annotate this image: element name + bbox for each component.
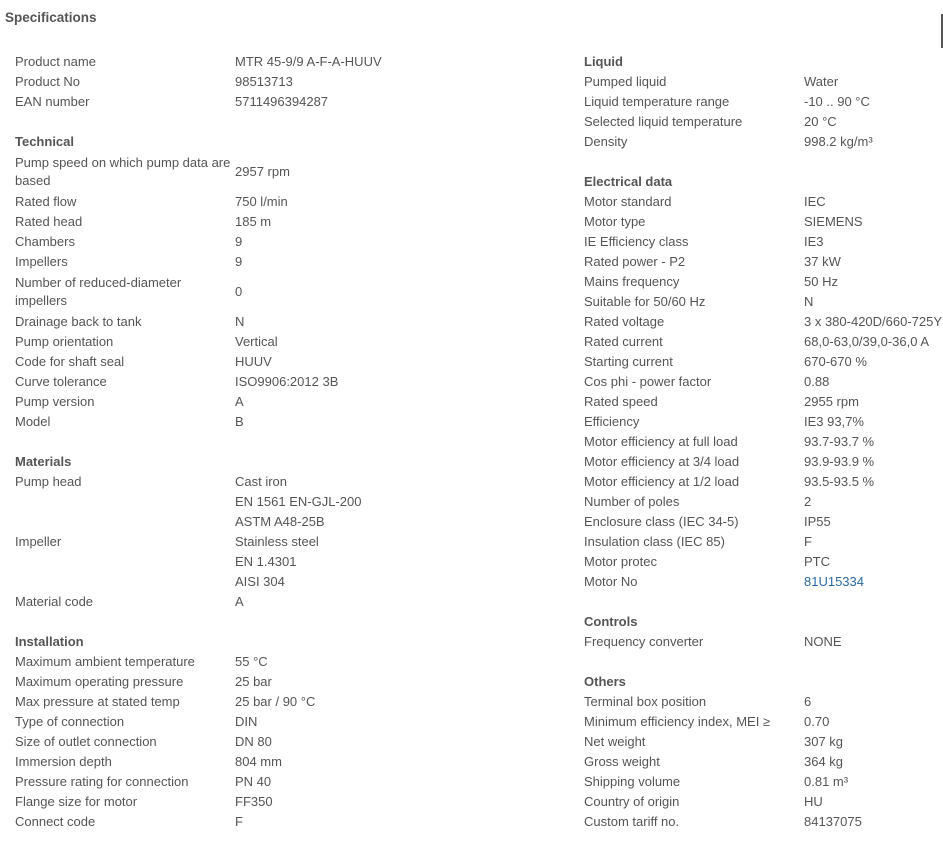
spec-row-country-of-origin [584, 792, 943, 812]
spec-label: Custom tariff no. [584, 814, 680, 829]
spec-label: Insulation class (IEC 85) [584, 534, 725, 549]
spec-value: A [235, 594, 244, 609]
spec-label: Gross weight [584, 754, 660, 769]
spec-label: Mains frequency [584, 274, 680, 289]
section-product [15, 52, 560, 112]
spec-label: Motor efficiency at 3/4 load [584, 454, 740, 469]
spec-value: 50 Hz [804, 274, 838, 289]
spec-row-maximum-ambient-temperature [15, 652, 560, 672]
spec-row-enclosure-class-iec-34-5 [584, 512, 943, 532]
spec-value: 9 [235, 254, 243, 269]
spec-value: IE3 [804, 234, 824, 249]
spec-value: 0 [235, 284, 243, 299]
section-title: Installation [15, 634, 84, 649]
spec-label: Suitable for 50/60 Hz [584, 294, 706, 309]
spec-label: Liquid temperature range [584, 94, 730, 109]
spec-label: Efficiency [584, 414, 640, 429]
spec-row-immersion-depth [15, 752, 560, 772]
spec-value: 9 [235, 234, 243, 249]
spec-value: 0.70 [804, 714, 830, 729]
spec-value: -10 .. 90 °C [804, 94, 870, 109]
page-title: Specifications [5, 10, 97, 25]
spec-row-motor-efficiency-at-1-2-load [584, 472, 943, 492]
spec-label: Pump orientation [15, 334, 114, 349]
spec-row-liquid-temperature-range [584, 92, 943, 112]
spec-row-motor-type [584, 212, 943, 232]
spec-label: Rated flow [15, 194, 77, 209]
spec-row-rated-power-p2 [584, 252, 943, 272]
spec-label: Size of outlet connection [15, 734, 157, 749]
spec-label: Minimum efficiency index, MEI ≥ [584, 714, 771, 729]
spec-row-pumped-liquid [584, 72, 943, 92]
spec-value: 37 kW [804, 254, 841, 269]
spec-row-rated-current [584, 332, 943, 352]
spec-row-frequency-converter [584, 632, 943, 652]
spec-row-selected-liquid-temperature [584, 112, 943, 132]
spec-row-pump-speed-on-which-pump-data-are-based [15, 152, 560, 192]
spec-row-net-weight [584, 732, 943, 752]
spec-value: 98513713 [235, 74, 293, 89]
spec-row-maximum-operating-pressure [15, 672, 560, 692]
spec-value: MTR 45-9/9 A-F-A-HUUV [235, 54, 382, 69]
spec-label: Rated current [584, 334, 663, 349]
spec-row-flange-size-for-motor [15, 792, 560, 812]
spec-value: HUUV [235, 354, 272, 369]
spec-label: Net weight [584, 734, 646, 749]
spec-label: Max pressure at stated temp [15, 694, 180, 709]
spec-label: Cos phi - power factor [584, 374, 712, 389]
spec-row-pressure-rating-for-connection [15, 772, 560, 792]
section-others [584, 672, 943, 832]
spec-label: Motor protec [584, 554, 657, 569]
spec-value: HU [804, 794, 823, 809]
spec-label: Immersion depth [15, 754, 112, 769]
section-title: Electrical data [584, 174, 673, 189]
spec-label: Type of connection [15, 714, 125, 729]
spec-label: Pumped liquid [584, 74, 667, 89]
spec-value: 84137075 [804, 814, 862, 829]
spec-label: Motor efficiency at full load [584, 434, 738, 449]
spec-label: Rated head [15, 214, 83, 229]
spec-label: IE Efficiency class [584, 234, 689, 249]
spec-label: Pump speed on which pump data are based [15, 155, 231, 188]
spec-label: Connect code [15, 814, 96, 829]
spec-value: 2955 rpm [804, 394, 859, 409]
spec-value: SIEMENS [804, 214, 863, 229]
spec-value: 93.5-93.5 % [804, 474, 875, 489]
spec-row-motor-standard [584, 192, 943, 212]
spec-row-material-code [15, 592, 560, 612]
spec-value-list [235, 472, 361, 532]
spec-label: Flange size for motor [15, 794, 138, 809]
spec-value: Vertical [235, 334, 278, 349]
spec-value: 6 [804, 694, 812, 709]
spec-value: DN 80 [235, 734, 272, 749]
spec-label: Impeller [15, 534, 62, 549]
spec-row-code-for-shaft-seal [15, 352, 560, 372]
spec-label: Rated power - P2 [584, 254, 686, 269]
spec-label: Curve tolerance [15, 374, 107, 389]
spec-row-insulation-class-iec-85 [584, 532, 943, 552]
spec-value: 5711496394287 [235, 94, 329, 109]
spec-value: F [804, 534, 812, 549]
spec-value: 93.9-93.9 % [804, 454, 875, 469]
spec-value: DIN [235, 714, 258, 729]
spec-value: 55 °C [235, 654, 268, 669]
spec-label: Maximum operating pressure [15, 674, 184, 689]
spec-value: 750 l/min [235, 194, 288, 209]
spec-row-product-name [15, 52, 560, 72]
spec-label: Number of reduced-diameter impellers [15, 275, 182, 308]
spec-value: PN 40 [235, 774, 272, 789]
spec-value: F [235, 814, 243, 829]
section-title: Liquid [584, 54, 623, 69]
spec-row-max-pressure-at-stated-temp [15, 692, 560, 712]
spec-value: Stainless steel [235, 534, 319, 549]
spec-value: 68,0-63,0/39,0-36,0 A [804, 334, 930, 349]
spec-row-pump-orientation [15, 332, 560, 352]
spec-row-efficiency [584, 412, 943, 432]
spec-value: 93.7-93.7 % [804, 434, 875, 449]
spec-value: 0.88 [804, 374, 830, 389]
spec-row-motor-no [584, 572, 943, 592]
spec-value: 670-670 % [804, 354, 867, 369]
spec-row-rated-voltage [584, 312, 943, 332]
spec-row-rated-flow [15, 192, 560, 212]
spec-label: Motor No [584, 574, 638, 589]
section-title: Controls [584, 614, 638, 629]
section-installation [15, 632, 560, 832]
spec-label: Motor standard [584, 194, 672, 209]
spec-row-curve-tolerance [15, 372, 560, 392]
spec-row-number-of-poles [584, 492, 943, 512]
spec-value: 2957 rpm [235, 164, 290, 179]
spec-label: Rated voltage [584, 314, 665, 329]
spec-row-product-no [15, 72, 560, 92]
spec-value: 364 kg [804, 754, 844, 769]
spec-label: Motor efficiency at 1/2 load [584, 474, 740, 489]
spec-label: Pressure rating for connection [15, 774, 189, 789]
spec-value: IP55 [804, 514, 831, 529]
section-materials [15, 452, 560, 612]
section-title: Technical [15, 134, 75, 149]
spec-label: Motor type [584, 214, 646, 229]
spec-value: 185 m [235, 214, 272, 229]
spec-value: 2 [804, 494, 812, 509]
spec-value: 25 bar / 90 °C [235, 694, 316, 709]
spec-value: IEC [804, 194, 826, 209]
spec-row-chambers [15, 232, 560, 252]
spec-row-minimum-efficiency-index-mei [584, 712, 943, 732]
spec-label: Impellers [15, 254, 68, 269]
section-technical [15, 132, 560, 432]
spec-label: Material code [15, 594, 94, 609]
spec-value: PTC [804, 554, 830, 569]
spec-label: Code for shaft seal [15, 354, 125, 369]
spec-row-drainage-back-to-tank [15, 312, 560, 332]
spec-row-impellers [15, 252, 560, 272]
spec-label: Pump version [15, 394, 95, 409]
spec-label: Chambers [15, 234, 75, 249]
spec-label: Drainage back to tank [15, 314, 142, 329]
spec-row-ie-efficiency-class [584, 232, 943, 252]
spec-label: Country of origin [584, 794, 680, 809]
spec-value: FF350 [235, 794, 273, 809]
motor-number-link[interactable]: 81U15334 [804, 574, 864, 589]
section-title: Others [584, 674, 626, 689]
section-title: Materials [15, 454, 72, 469]
spec-value: Water [804, 74, 839, 89]
spec-value: 0.81 m³ [804, 774, 849, 789]
spec-row-type-of-connection [15, 712, 560, 732]
spec-label: Terminal box position [584, 694, 707, 709]
spec-label: Density [584, 134, 628, 149]
spec-value: Cast iron [235, 474, 288, 489]
spec-label: EAN number [15, 94, 90, 109]
spec-value: 3 x 380-420D/660-725Y [804, 314, 943, 329]
spec-value: A [235, 394, 244, 409]
spec-row-density [584, 132, 943, 152]
spec-label: Starting current [584, 354, 673, 369]
spec-value: 998.2 kg/m³ [804, 134, 873, 149]
spec-label: Enclosure class (IEC 34-5) [584, 514, 739, 529]
spec-row-motor-efficiency-at-full-load [584, 432, 943, 452]
spec-row-custom-tariff-no [584, 812, 943, 832]
spec-value: 307 kg [804, 734, 844, 749]
spec-value: 804 mm [235, 754, 282, 769]
spec-row-pump-head [15, 472, 560, 532]
left-column [15, 52, 560, 852]
spec-label: Selected liquid temperature [584, 114, 743, 129]
spec-row-terminal-box-position [584, 692, 943, 712]
spec-row-pump-version [15, 392, 560, 412]
spec-label: Maximum ambient temperature [15, 654, 195, 669]
spec-value: IE3 93,7% [804, 414, 864, 429]
spec-label: Frequency converter [584, 634, 704, 649]
spec-value: N [235, 314, 245, 329]
spec-label: Pump head [15, 474, 82, 489]
section-electrical-data [584, 172, 943, 592]
spec-row-size-of-outlet-connection [15, 732, 560, 752]
spec-row-impeller [15, 532, 560, 592]
spec-row-gross-weight [584, 752, 943, 772]
spec-value: EN 1.4301 [235, 554, 297, 569]
right-column [584, 52, 943, 852]
spec-row-cos-phi-power-factor [584, 372, 943, 392]
spec-value: ISO9906:2012 3B [235, 374, 339, 389]
spec-label: Product name [15, 54, 96, 69]
section-liquid [584, 52, 943, 152]
spec-value: EN 1561 EN-GJL-200 [235, 494, 362, 509]
spec-value: ASTM A48-25B [235, 514, 325, 529]
spec-value: 25 bar [235, 674, 272, 689]
spec-value-list [235, 532, 319, 592]
spec-label: Shipping volume [584, 774, 681, 789]
spec-value: N [804, 294, 814, 309]
spec-row-model [15, 412, 560, 432]
spec-row-motor-efficiency-at-3-4-load [584, 452, 943, 472]
spec-row-suitable-for-50-60-hz [584, 292, 943, 312]
spec-row-motor-protec [584, 552, 943, 572]
spec-row-connect-code [15, 812, 560, 832]
spec-row-starting-current [584, 352, 943, 372]
spec-label: Model [15, 414, 51, 429]
spec-value: NONE [804, 634, 842, 649]
spec-value: 20 °C [804, 114, 837, 129]
spec-label: Product No [15, 74, 81, 89]
spec-row-rated-head [15, 212, 560, 232]
section-controls [584, 612, 943, 652]
spec-label: Number of poles [584, 494, 680, 509]
spec-row-number-of-reduced-diameter-impellers [15, 272, 560, 312]
spec-value: AISI 304 [235, 574, 285, 589]
spec-value: B [235, 414, 244, 429]
spec-label: Rated speed [584, 394, 658, 409]
spec-row-rated-speed [584, 392, 943, 412]
spec-row-mains-frequency [584, 272, 943, 292]
spec-row-ean-number [15, 92, 560, 112]
spec-row-shipping-volume [584, 772, 943, 792]
